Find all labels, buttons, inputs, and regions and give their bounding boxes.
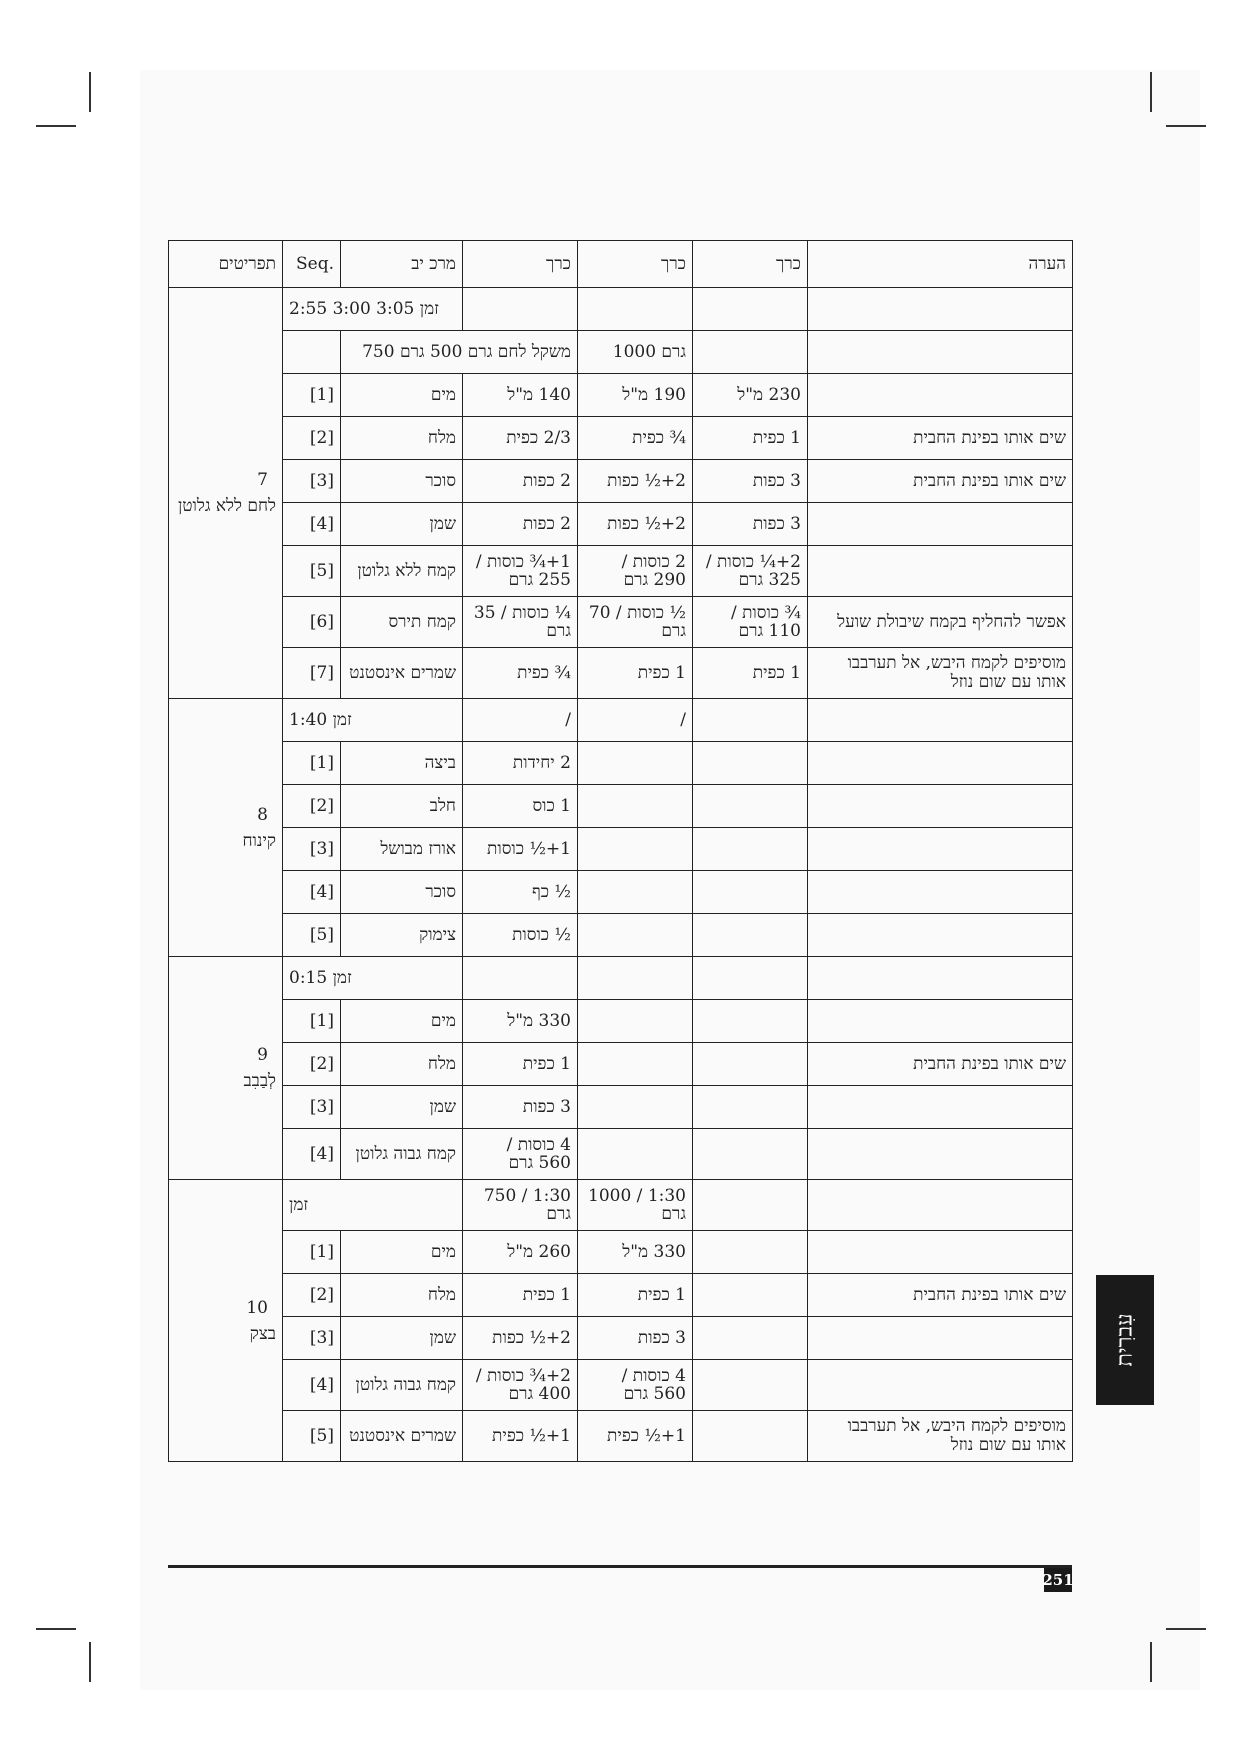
menu-cell [169, 288, 283, 699]
time-cell: זמן [283, 1180, 463, 1231]
table-row: [3] שמן 2+½ כפות 3 כפות [169, 1317, 1073, 1360]
table-row: [4] קמח גבוה גלוטן 4 כוסות / 560 גרם [169, 1129, 1073, 1180]
menu-number: 10 [246, 1297, 268, 1318]
weight-row [169, 331, 1073, 374]
crop-mark [1150, 1642, 1152, 1682]
header-note: הערה [808, 241, 1073, 288]
menu-number: 9 [257, 1045, 268, 1065]
menu-number: 8 [257, 804, 268, 825]
recipe-table [168, 240, 1073, 1462]
menu-name: בצק [249, 1323, 276, 1344]
time-cell: 2:55 3:00 3:05 זמן [283, 288, 463, 331]
table-row: [3] שמן 3 כפות [169, 1086, 1073, 1129]
time-row: 8 קינוח 1:40 זמן / / [169, 699, 1073, 742]
menu-cell [169, 957, 283, 1180]
table-row: [5] שמרים אינסטנט 1+½ כפית 1+½ כפית מוסיפים לקמח היבש, אל תערבבו אותו עם שום נוזל [169, 1411, 1073, 1462]
menu-name: קינוח [242, 830, 276, 851]
table-row: [4] קמח גבוה גלוטן 2+¾ כוסות / 400 גרם 4 כוסות / 560 גרם [169, 1360, 1073, 1411]
table-row: [4] שמן 2 כפות 2+½ כפות 3 כפות [169, 503, 1073, 546]
crop-mark [1166, 1628, 1206, 1630]
table-row: [7] שמרים אינסטנט ¾ כפית 1 כפית 1 כפית מוסיפים לקמח היבש, אל תערבבו אותו עם שום נוזל [169, 648, 1073, 699]
weight-value: גרם 1000 [578, 331, 693, 374]
header-programs: תפריטים [169, 241, 283, 288]
footer-rule [168, 1565, 1072, 1568]
crop-mark [36, 125, 76, 127]
table-row: [2] מלח 1 כפית 1 כפית שים אותו בפינת החבית [169, 1274, 1073, 1317]
crop-mark [89, 72, 91, 112]
table-row: [2] חלב 1 כוס [169, 785, 1073, 828]
table-row: [1] ביצה 2 יחידות [169, 742, 1073, 785]
menu-name: לחם ללא גלוטן [177, 496, 276, 516]
header-size-1: כרך [463, 241, 578, 288]
menu-cell [169, 1180, 283, 1462]
table-row: [3] אורז מבושל 1+½ כוסות [169, 828, 1073, 871]
header-size-2: כרך [578, 241, 693, 288]
time-cell: 0:15 זמן [283, 957, 463, 1000]
table-row: [6] קמח תירס ¼ כוסות / 35 גרם ½ כוסות / 70 גרם ¾ כוסות / 110 גרם אפשר להחליף בקמח שיבולת שועל [169, 597, 1073, 648]
table-row: [3] סוכר 2 כפות 2+½ כפות 3 כפות שים אותו בפינת החבית [169, 460, 1073, 503]
crop-mark [36, 1628, 76, 1630]
table-header-row [169, 241, 1073, 288]
menu-cell [169, 699, 283, 957]
table-row: [1] מים 140 מ"ל 190 מ"ל 230 מ"ל [169, 374, 1073, 417]
time-cell: 1:40 זמן [283, 699, 463, 742]
table-row: [1] מים 330 מ"ל [169, 1000, 1073, 1043]
table-row: [1] מים 260 מ"ל 330 מ"ל [169, 1231, 1073, 1274]
language-tab [1096, 1275, 1154, 1405]
time-row [169, 957, 1073, 1000]
header-size-3: כרך [693, 241, 808, 288]
header-seq: Seq. [283, 241, 341, 288]
table-row: [5] קמח ללא גלוטן 1+¾ כוסות / 255 גרם 2 כוסות / 290 גרם 2+¼ כוסות / 325 גרם [169, 546, 1073, 597]
table-row: [2] מלח 2/3 כפית ¾ כפית 1 כפית שים אותו בפינת החבית [169, 417, 1073, 460]
crop-mark [1166, 125, 1206, 127]
menu-name: לְבַבִב [243, 1071, 276, 1091]
time-row: 10 בצק זמן 1:30 / 750 גרם 1:30 / 1000 גרם [169, 1180, 1073, 1231]
page-number: 251 [1044, 1568, 1072, 1592]
crop-mark [1150, 72, 1152, 112]
table-row: [5] צימוק ½ כוסות [169, 914, 1073, 957]
menu-number: 7 [257, 470, 268, 490]
weight-label: משקל לחם גרם 500 גרם 750 [341, 331, 578, 374]
header-ingredient: מרכ יב [341, 241, 463, 288]
table-row: [2] מלח 1 כפית שים אותו בפינת החבית [169, 1043, 1073, 1086]
language-tab-label: עִברִית [1112, 1313, 1138, 1367]
table-row: [4] סוכר ½ כף [169, 871, 1073, 914]
time-row [169, 288, 1073, 331]
crop-mark [89, 1642, 91, 1682]
